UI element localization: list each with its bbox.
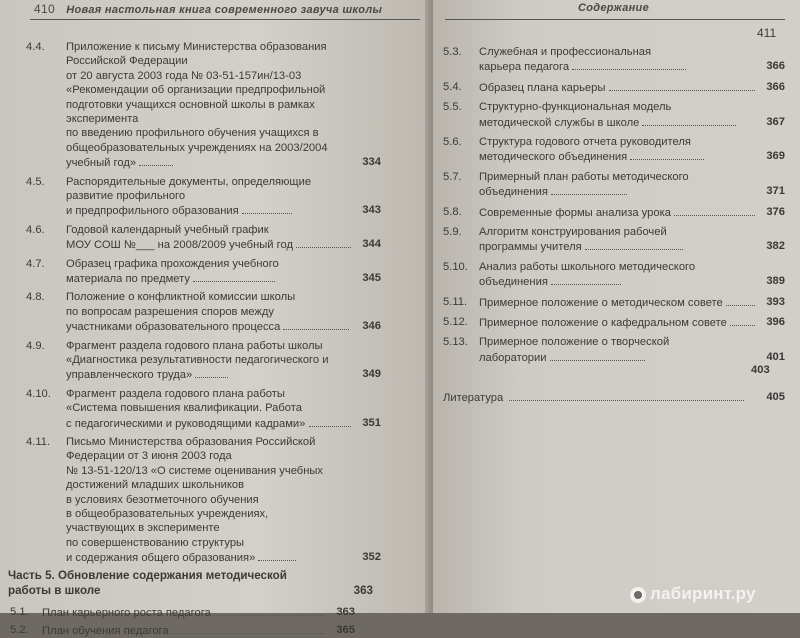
toc-entry-page: 344	[362, 238, 381, 251]
toc-entry-line: лаборатории	[479, 350, 669, 365]
toc-entry-number: 5.6.	[443, 136, 462, 148]
leader-dots	[674, 205, 755, 216]
toc-entry-line: в условиях безотметочного обучения	[66, 493, 259, 506]
toc-entry-line: № 13-51-120/13 «О системе оценивания учебных	[66, 464, 324, 477]
toc-entry-page: 396	[766, 316, 785, 328]
toc-entry-line: объединения	[479, 274, 695, 289]
toc-entry-line: Примерный план работы методического	[479, 170, 689, 183]
toc-entry-line: Годовой календарный учебный график	[66, 223, 269, 236]
toc-entry-title	[42, 623, 325, 638]
toc-entry-line: эксперимента	[66, 113, 139, 126]
part-title-line: работы в школе	[8, 583, 101, 597]
toc-entry	[10, 605, 355, 619]
toc-entry-title	[479, 315, 755, 330]
left-head-rule	[30, 19, 420, 20]
toc-entry-line: Российской Федерации	[66, 55, 188, 68]
toc-entry-page: 367	[766, 115, 785, 128]
toc-entry-line: учебный год»	[66, 155, 328, 170]
literature-label: Литература	[443, 392, 504, 405]
toc-entry	[443, 45, 785, 74]
toc-entry-page: 365	[336, 624, 355, 636]
part-5-title	[8, 568, 373, 598]
toc-entry-title	[66, 40, 328, 171]
toc-entry-title	[66, 387, 351, 431]
toc-entry	[26, 223, 381, 252]
toc-entry-line: Положение о конфликтной комиссии школы	[66, 291, 296, 304]
toc-entry-line: Примерное положение о методическом совете	[479, 295, 755, 310]
toc-entry-line: Структурно-функциональная модель	[479, 101, 672, 114]
toc-entry-number: 5.8.	[443, 205, 462, 218]
leader-dots	[214, 605, 325, 616]
toc-entry-title	[479, 45, 686, 75]
leader-dots	[242, 203, 292, 214]
toc-entry	[26, 387, 381, 430]
toc-entry-number: 5.11.	[443, 295, 468, 308]
toc-entry	[26, 40, 381, 170]
toc-entry-number: 5.10.	[443, 260, 468, 273]
toc-entry	[26, 257, 381, 286]
toc-entry-line: объединения	[479, 184, 689, 199]
toc-entry	[443, 315, 785, 329]
toc-entry-page: 351	[362, 416, 381, 429]
toc-entry-title	[479, 100, 736, 130]
toc-entry-number: 5.7.	[443, 170, 462, 183]
toc-entry	[26, 435, 381, 565]
literature-page: 405	[766, 391, 785, 404]
leader-dots	[258, 550, 296, 561]
toc-entry	[443, 335, 785, 364]
toc-entry-line: «Диагностика результативности педагогического и	[66, 354, 329, 366]
toc-entry-number: 5.9.	[443, 226, 462, 238]
toc-entry-number: 5.2.	[10, 624, 29, 636]
toc-entry-line: программы учителя	[479, 239, 683, 254]
leader-dots	[550, 350, 646, 361]
toc-entry-title	[66, 290, 349, 334]
toc-entry-line: подготовки учащихся основной школы в рамках	[66, 98, 315, 111]
toc-entry-page: 376	[766, 205, 785, 218]
toc-entry-title	[479, 170, 689, 200]
toc-entry-line: Современные формы анализа урока	[479, 205, 755, 220]
toc-entry-line: участниками образовательного процесса	[66, 319, 349, 334]
toc-entry-page: 343	[362, 204, 381, 217]
toc-entry-number: 5.13.	[443, 336, 468, 349]
toc-entry-page: 363	[336, 605, 355, 618]
toc-entry-page: 352	[362, 551, 381, 564]
toc-entry-title	[66, 257, 279, 287]
toc-entry-line: Приложение к письму Министерства образования	[66, 41, 327, 53]
toc-entry-title	[66, 175, 311, 219]
leader-dots	[139, 155, 172, 166]
toc-entry	[26, 339, 381, 382]
leader-dots	[283, 319, 349, 330]
leader-dots	[551, 184, 627, 195]
toc-entry-line: Служебная и профессиональная	[479, 46, 652, 58]
toc-entry-number: 5.1.	[10, 605, 29, 618]
toc-entry-title	[479, 225, 683, 255]
leader-dots	[730, 315, 755, 326]
left-running-head	[34, 2, 382, 16]
toc-entry-page: 371	[766, 185, 785, 198]
toc-entry-line: МОУ СОШ №___ на 2008/2009 учебный год	[66, 237, 351, 252]
toc-entry-number: 4.4.	[26, 41, 45, 53]
toc-entry-line: и предпрофильного образования	[66, 203, 311, 218]
toc-entry-title	[42, 605, 325, 620]
toc-entry-page: 366	[766, 80, 785, 93]
toc-entry	[443, 170, 785, 199]
labyrinth-logo-icon	[630, 587, 646, 603]
toc-entry-page: 334	[362, 156, 381, 169]
toc-entry-number: 4.7.	[26, 257, 45, 270]
toc-entry-title	[479, 335, 669, 365]
toc-entry-page: 349	[362, 368, 381, 381]
toc-entry-line: Примерное положение о творческой	[479, 336, 670, 349]
toc-entry-number: 4.5.	[26, 175, 45, 188]
toc-entry-line: Письмо Министерства образования Российской	[66, 436, 316, 448]
toc-entry	[443, 205, 785, 219]
toc-entry-number: 4.11.	[26, 436, 51, 448]
toc-entry-title	[479, 205, 755, 220]
toc-entry-number: 4.10.	[26, 387, 51, 400]
left-page-number: 410	[34, 2, 55, 16]
toc-entry-number: 5.5.	[443, 101, 462, 114]
toc-entry-line: от 20 августа 2003 года № 03-51-157ин/13-03	[66, 69, 302, 82]
toc-entry-line: Фрагмент раздела годового плана работы школы	[66, 339, 323, 352]
toc-entry-page: 382	[766, 240, 785, 253]
leader-dots	[172, 623, 325, 634]
toc-entry-line: с педагогическими и руководящими кадрами»	[66, 416, 351, 431]
toc-entry-page: 401	[766, 350, 785, 363]
leader-dots	[726, 295, 755, 306]
leader-dots	[296, 237, 351, 248]
toc-entry-line: карьера педагога	[479, 59, 686, 74]
toc-entry-line: методической службы в школе	[479, 115, 736, 130]
toc-entry	[26, 290, 381, 333]
toc-entry-title	[66, 339, 328, 383]
leader-dots	[309, 416, 352, 427]
toc-entry	[443, 260, 785, 289]
toc-entry-line: достижений младших школьников	[66, 479, 245, 492]
toc-entry	[443, 295, 785, 309]
leader-dots	[609, 80, 756, 91]
toc-entry-line: методического объединения	[479, 149, 704, 164]
toc-entry-page: 389	[766, 275, 785, 288]
toc-entry-line: развитие профильного	[66, 190, 186, 202]
toc-entry	[443, 225, 785, 254]
left-running-title: Новая настольная книга современного завуча школы	[66, 4, 383, 16]
part-5-page: 363	[353, 583, 373, 597]
toc-entry-line: общеобразовательных учреждениях на 2003/2004	[66, 141, 328, 154]
leader-dots	[572, 59, 686, 70]
watermark-logo: лабиринт.ру	[630, 584, 756, 604]
toc-entry-line: «Рекомендации об организации предпрофильной	[66, 84, 326, 97]
toc-entry-line: материала по предмету	[66, 271, 279, 286]
toc-entry-line: План карьерного роста педагога	[42, 605, 325, 620]
leader-dots	[193, 271, 275, 282]
leader-dots	[642, 115, 736, 126]
leader-dots	[585, 239, 683, 250]
toc-entry-page: 393	[766, 295, 785, 308]
toc-entry-line: Федерации от 3 июня 2003 года	[66, 450, 232, 463]
leader-dots	[509, 390, 744, 401]
toc-entry-line: Распорядительные документы, определяющие	[66, 175, 312, 188]
toc-entry-line: в общеобразовательных учреждениях,	[66, 508, 269, 521]
toc-entry-title	[479, 295, 755, 310]
toc-entry-line: План обучения педагога	[42, 623, 325, 638]
leader-dots	[551, 274, 621, 285]
toc-entry-number: 4.6.	[26, 223, 45, 236]
extra-page-number: 403	[751, 364, 770, 377]
leader-dots	[630, 149, 704, 160]
toc-entry-line: Анализ работы школьного методического	[479, 260, 696, 273]
toc-entry-number: 5.4.	[443, 80, 462, 93]
toc-entry-page: 369	[766, 150, 785, 163]
literature-entry	[443, 390, 785, 405]
toc-entry-line: Фрагмент раздела годового плана работы	[66, 387, 285, 400]
right-running-title: Содержание	[578, 2, 649, 14]
toc-entry-line: Структура годового отчета руководителя	[479, 136, 691, 148]
part-title-line: Часть 5. Обновление содержания методической	[8, 568, 287, 582]
toc-entry-line: Примерное положение о кафедральном совете	[479, 315, 755, 330]
toc-entry	[26, 175, 381, 218]
right-running-head	[578, 2, 649, 14]
toc-entry-line: по вопросам разрешения споров между	[66, 305, 274, 318]
toc-entry-title	[66, 435, 323, 566]
toc-entry-line: Алгоритм конструирования рабочей	[479, 226, 667, 238]
toc-entry-line: по введению профильного обучения учащихся в	[66, 127, 319, 140]
leader-dots	[195, 367, 228, 378]
toc-entry-line: Образец графика прохождения учебного	[66, 257, 279, 270]
toc-entry-page: 366	[766, 60, 785, 73]
toc-entry-title	[66, 223, 351, 253]
toc-entry-line: участвующих в эксперименте	[66, 522, 220, 535]
toc-entry-number: 5.3.	[443, 46, 462, 58]
toc-entry-title	[479, 80, 755, 95]
toc-entry-number: 5.12.	[443, 316, 468, 328]
toc-entry-number: 4.9.	[26, 339, 45, 352]
toc-entry	[443, 100, 785, 129]
toc-entry-number: 4.8.	[26, 291, 45, 304]
toc-entry	[443, 135, 785, 164]
toc-entry-title	[479, 260, 695, 290]
toc-entry-line: и содержания общего образования»	[66, 550, 323, 565]
right-page-number: 411	[757, 26, 777, 40]
toc-entry-line: по совершенствованию структуры	[66, 536, 245, 549]
toc-entry	[443, 80, 785, 94]
toc-entry-title	[479, 135, 704, 165]
right-page	[433, 0, 800, 613]
right-head-rule	[445, 19, 785, 20]
toc-entry-page: 345	[362, 271, 381, 284]
toc-entry-line: управленческого труда»	[66, 367, 328, 382]
toc-entry-line: «Система повышения квалификации. Работа	[66, 402, 303, 415]
toc-entry	[10, 623, 355, 637]
toc-entry-line: Образец плана карьеры	[479, 80, 755, 95]
toc-entry-page: 346	[362, 320, 381, 333]
